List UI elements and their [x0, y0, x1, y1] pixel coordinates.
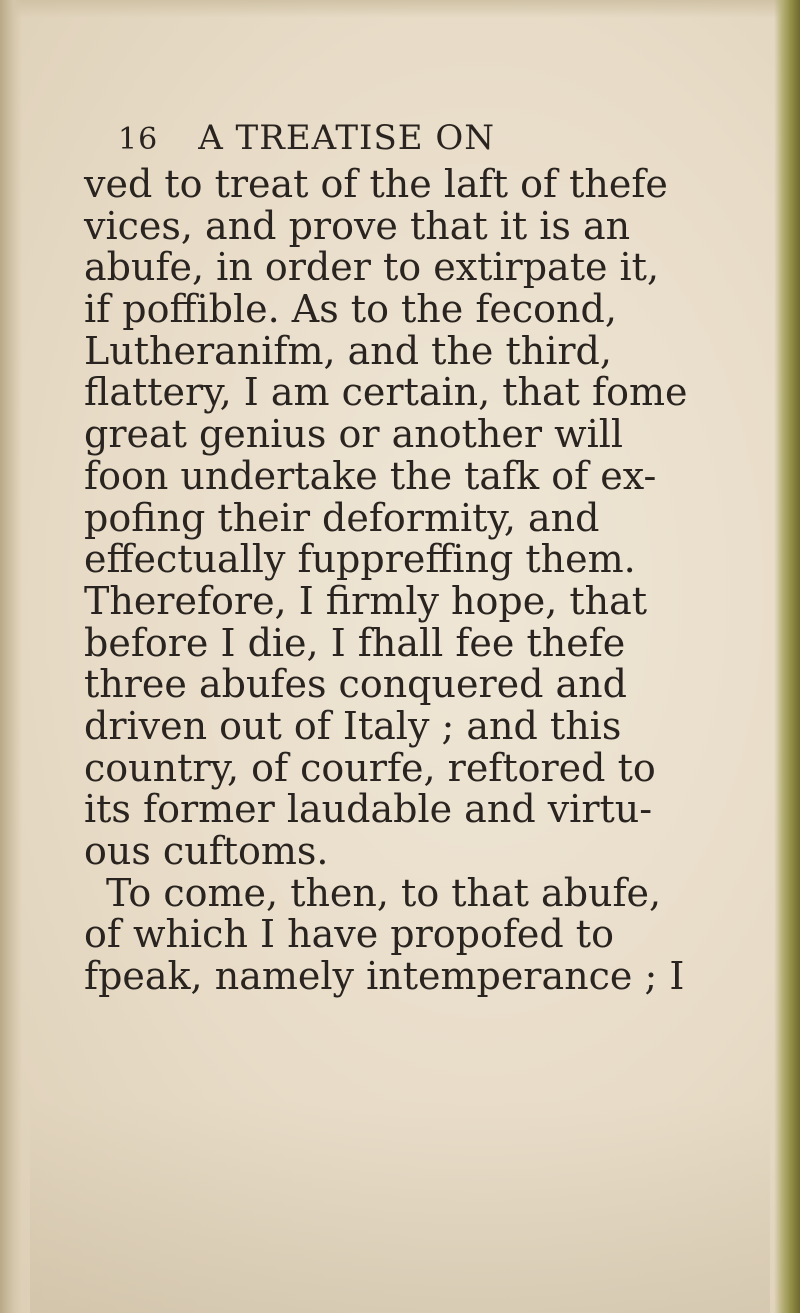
- text-line: effectually fuppreffing them.: [84, 537, 636, 582]
- text-line: driven out of Italy ; and this: [84, 703, 622, 748]
- text-line: abufe, in order to extirpate it,: [84, 245, 660, 290]
- running-title: A TREATISE ON: [198, 118, 495, 158]
- text-line: vices, and prove that it is an: [84, 203, 631, 248]
- text-line: country, of courfe, reftored to: [84, 745, 656, 790]
- page-shadow: [30, 1100, 770, 1313]
- text-line: its former laudable and virtu-: [84, 787, 653, 832]
- text-line: fpeak, namely intemperance ; I: [84, 954, 685, 999]
- text-line: Therefore, I firmly hope, that: [84, 578, 648, 623]
- text-line: Lutheranifm, and the third,: [84, 328, 612, 373]
- text-line: ous cuftoms.: [84, 829, 329, 873]
- text-line: great genius or another will: [84, 412, 624, 457]
- text-line: pofing their deformity, and: [84, 495, 600, 540]
- body-text: [84, 164, 744, 998]
- page-fore-edge: [774, 0, 800, 1313]
- page-number: 16: [118, 122, 159, 157]
- page-gutter: [0, 0, 22, 1313]
- text-line: of which I have propofed to: [84, 912, 614, 957]
- text-line: if poffible. As to the fecond,: [84, 287, 617, 332]
- text-line: flattery, I am certain, that fome: [84, 370, 688, 415]
- text-line: before I die, I fhall fee thefe: [84, 620, 626, 665]
- running-header: [118, 118, 495, 158]
- page-top-edge: [0, 0, 800, 18]
- text-line-paragraph-start: To come, then, to that abufe,: [106, 870, 662, 915]
- text-line: foon undertake the tafk of ex-: [84, 453, 657, 498]
- text-line: ved to treat of the laft of thefe: [84, 162, 668, 206]
- text-line: three abufes conquered and: [84, 662, 627, 707]
